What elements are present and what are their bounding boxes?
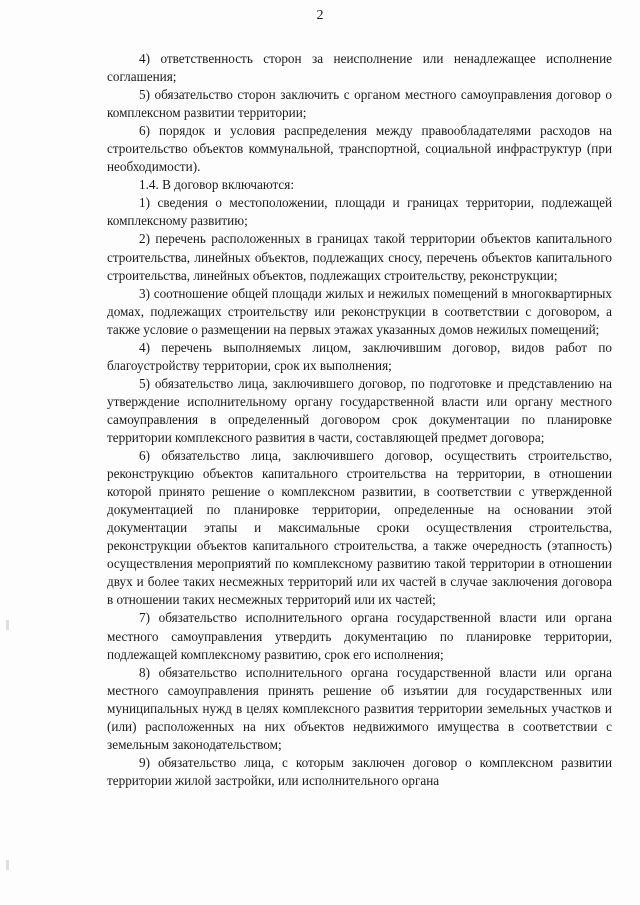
paragraph-item-6-cost-distribution: 6) порядок и условия распределения между правообладателями расходов на строительство объектов коммунальной, транспортной, социальной инфраструктур (при необходимости). [107, 123, 612, 175]
paragraph-section-1-4-heading: 1.4. В договор включаются: [139, 177, 295, 193]
paragraph-item-5-planning-documentation: 5) обязательство лица, заключившего договор, по подготовке и представлению на утверждение исполнительному органу государственной власти или органу местного самоуправления в определенный договором срок документации по планировке территории комплексного развития в части, составляющей предмет договора; [107, 375, 612, 445]
paragraph-item-4-landscaping-works: 4) перечень выполняемых лицом, заключившим договор, видов работ по благоустройству территории, срок их выполнения; [107, 339, 612, 373]
paragraph-item-5-agreement-obligation: 5) обязательство сторон заключить с органом местного самоуправления договор о комплексном развитии территории; [107, 87, 612, 121]
scan-artifact [6, 620, 9, 630]
paragraph-item-1-territory-info: 1) сведения о местоположении, площади и границах территории, подлежащей комплексному развитию; [107, 195, 612, 229]
paragraph-item-6-construction-obligation: 6) обязательство лица, заключившего договор, осуществить строительство, реконструкцию объектов капитального строительства на территории, в отношении которой принято решение о комплексном развитии, в соответствии с утвержденной документацией по планировке территории, определенные на основании этой документации этапы и максимальные сроки осуществления строительства, реконструкции объектов капитального строительства, а также очередность (этапность) осуществления мероприятий по комплексному развитию такой территории в отношении двух и более таких несмежных территорий или их частей в случае заключения договора в отношении таких несмежных территорий или их частей; [107, 448, 612, 608]
paragraph-item-9-residential-development: 9) обязательство лица, с которым заключен договор о комплексном развитии территории жилой застройки, или исполнительного органа [107, 754, 612, 788]
scan-artifact [6, 860, 9, 870]
page-number: 2 [316, 8, 324, 23]
paragraph-item-7-approval-obligation: 7) обязательство исполнительного органа государственной власти или органа местного самоуправления утвердить документацию по планировке территории, подлежащей комплексному развитию, срок его исполнения; [107, 610, 612, 662]
paragraph-item-4-responsibility: 4) ответственность сторон за неисполнение или ненадлежащее исполнение соглашения; [107, 51, 612, 85]
paragraph-item-8-seizure-decision: 8) обязательство исполнительного органа государственной власти или органа местного самоуправления принять решение об изъятии для государственных или муниципальных нужд в целях комплексного развития территории земельных участков и (или) расположенных на них объектов недвижимого имущества в соответствии с земельным законодательством; [107, 664, 612, 752]
paragraph-item-2-objects-list: 2) перечень расположенных в границах такой территории объектов капитального строительства, линейных объектов, подлежащих сносу, перечень объектов капитального строительства, линейных объектов, подлежащих строительству, реконструкции; [107, 231, 612, 283]
document-body [107, 50, 612, 790]
paragraph-item-3-area-ratio: 3) соотношение общей площади жилых и нежилых помещений в многоквартирных домах, подлежащих строительству или реконструкции в соответствии с договором, а также условие о размещении на первых этажах указанных домов нежилых помещений; [107, 285, 612, 337]
